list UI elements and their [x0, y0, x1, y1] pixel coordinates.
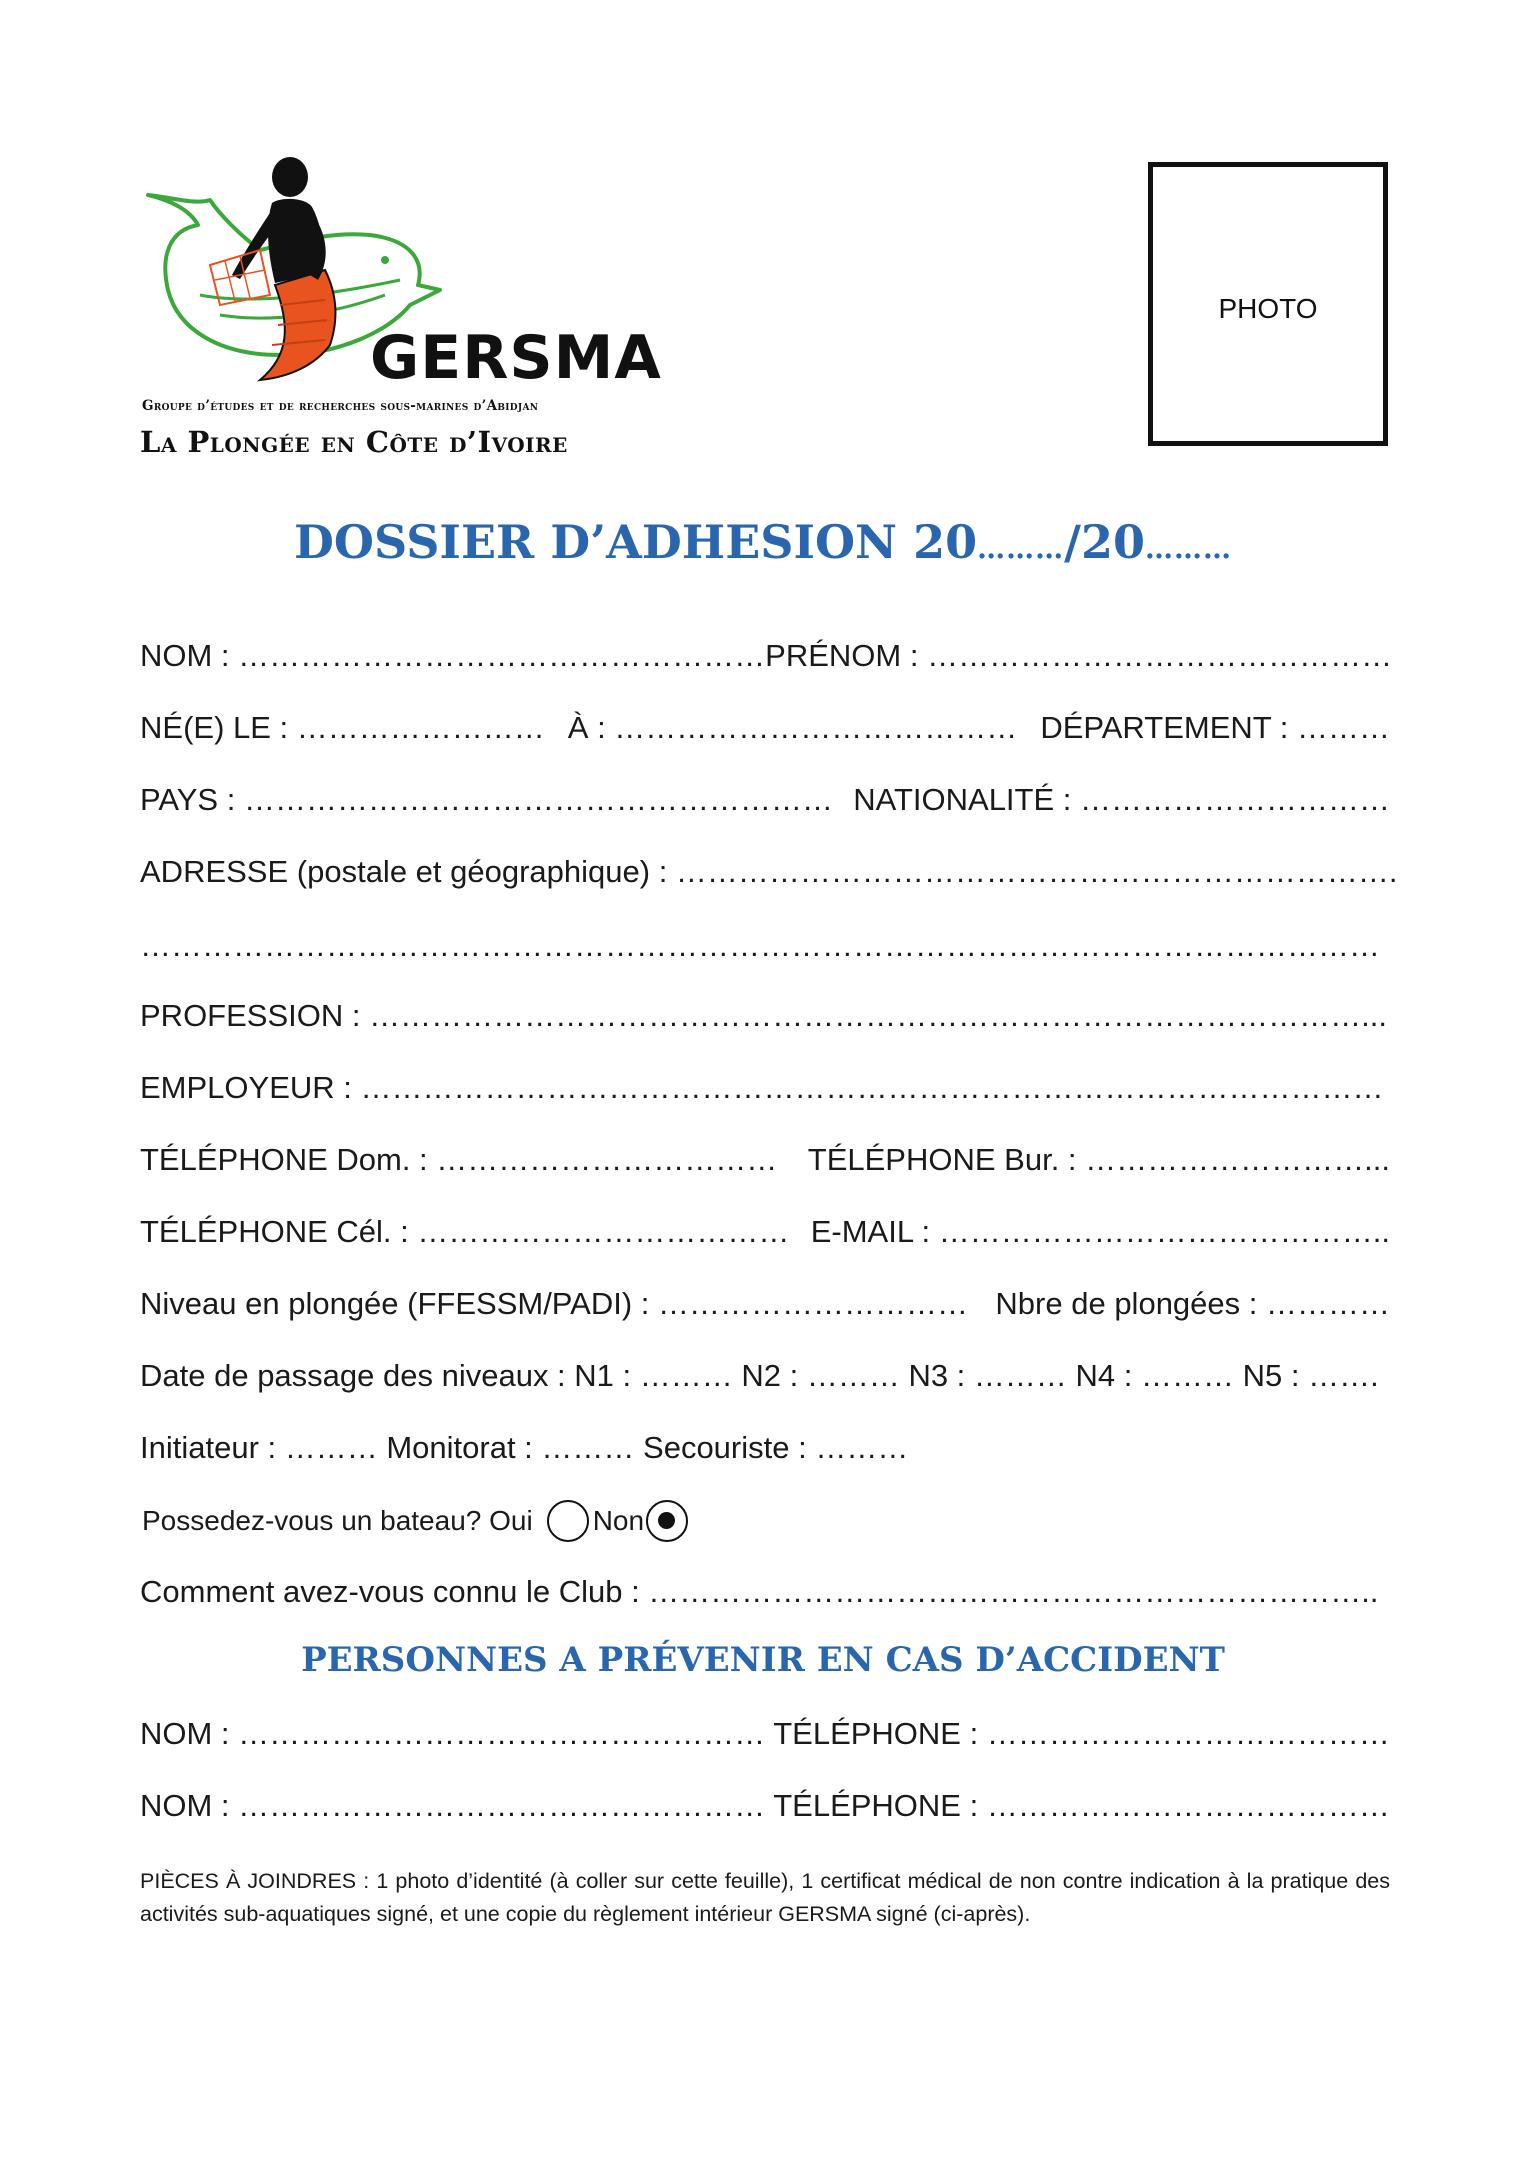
bateau-oui-radio[interactable] [547, 1500, 589, 1542]
row-profession [140, 998, 1390, 1034]
row-pays [140, 782, 1390, 818]
row-date-passage [140, 1358, 1390, 1394]
adresse-continuation-field[interactable]: ………………………………………………………………………………………………………… [140, 928, 1380, 963]
gersma-logo [140, 155, 700, 485]
profession-field[interactable]: PROFESSION : ……………………………………………………………………………………... [140, 998, 1387, 1033]
row-adresse-cont [140, 928, 1390, 964]
row-telephone [140, 1142, 1390, 1178]
pieces-a-joindre-note: PIÈCES À JOINDRES : 1 photo d’identité (à coller sur cette feuille), 1 certificat médical de non contre indication à la pratique des activités sub-aquatiques signé, et une copie du règlement intérieur GERSMA signé (ci-après). [140, 1869, 1390, 1926]
row-niveau [140, 1286, 1390, 1322]
ne-le-field[interactable]: NÉ(E) LE : …………………… [140, 710, 545, 745]
row-adresse [140, 854, 1398, 890]
connu-field[interactable]: Comment avez-vous connu le Club : …………………………………………………………….. [140, 1574, 1379, 1609]
row-accident-1 [140, 1716, 1390, 1752]
email-field[interactable]: E-MAIL : …………………………………….. [810, 1214, 1390, 1249]
pays-field[interactable]: PAYS : ………………………………………………… [140, 782, 833, 817]
title-mid: /20 [1064, 515, 1145, 569]
row-nom-prenom [140, 638, 1393, 674]
row-naissance [140, 710, 1390, 746]
photo-label: PHOTO [1218, 293, 1318, 324]
tel-dom-field[interactable]: TÉLÉPHONE Dom. : …………………………… [140, 1142, 778, 1177]
adresse-field[interactable]: ADRESSE (postale et géographique) : ……………………………………………………………. [140, 854, 1398, 889]
prenom-field[interactable]: PRÉNOM : ……………………………………… [765, 638, 1393, 673]
row-connu [140, 1574, 1390, 1610]
bateau-question [142, 1500, 692, 1542]
bateau-non-label: Non [592, 1505, 645, 1536]
row-cel-email [140, 1214, 1390, 1250]
initiateur-field[interactable]: Initiateur : ……… Monitorat : ……… Secouriste : ……… [140, 1430, 909, 1465]
page-title [0, 515, 1526, 569]
employeur-field[interactable]: EMPLOYEUR : ……………………………………………………………………………………… [140, 1070, 1384, 1105]
logo-tagline: La Plongée en Côte d’Ivoire [140, 425, 568, 459]
logo-wordmark: GERSMA [370, 323, 662, 393]
title-dots-2: ……… [1144, 532, 1232, 565]
niveau-field[interactable]: Niveau en plongée (FFESSM/PADI) : ………………………… [140, 1286, 969, 1321]
bateau-non-radio[interactable] [646, 1500, 688, 1542]
nbre-plongees-field[interactable]: Nbre de plongées : ………… [995, 1286, 1390, 1321]
accident-contact-2-field[interactable]: NOM : …………………………………………… TÉLÉPHONE : ………………………………… [140, 1788, 1390, 1823]
lieu-field[interactable]: À : ………………………………… [567, 710, 1018, 745]
row-accident-2 [140, 1788, 1390, 1824]
title-dots-1: ……… [977, 532, 1065, 565]
accident-contact-1-field[interactable]: NOM : …………………………………………… TÉLÉPHONE : ………………………………… [140, 1716, 1390, 1751]
row-initiateur [140, 1430, 1390, 1466]
departement-field[interactable]: DÉPARTEMENT : ……… [1040, 710, 1390, 745]
photo-box[interactable] [1148, 162, 1388, 446]
tel-bur-field[interactable]: TÉLÉPHONE Bur. : ………………………... [807, 1142, 1390, 1177]
row-employeur [140, 1070, 1390, 1106]
tel-cel-field[interactable]: TÉLÉPHONE Cél. : ……………………………… [140, 1214, 790, 1249]
logo-subtitle: Groupe d’études et de recherches sous-marines d’Abidjan [142, 398, 539, 414]
title-prefix: DOSSIER D’ADHESION 20 [294, 515, 978, 569]
nationalite-field[interactable]: NATIONALITÉ : ………………………… [853, 782, 1390, 817]
nom-field[interactable]: NOM : …………………………………………… [140, 638, 766, 673]
bateau-question-label: Possedez-vous un bateau? Oui [142, 1505, 533, 1536]
date-passage-field[interactable]: Date de passage des niveaux : N1 : ……… N2 : ……… N3 : ……… N4 : ……… N5 : ……. [140, 1358, 1379, 1393]
accident-section-title: PERSONNES A PRÉVENIR EN CAS D’ACCIDENT [301, 1640, 1225, 1680]
